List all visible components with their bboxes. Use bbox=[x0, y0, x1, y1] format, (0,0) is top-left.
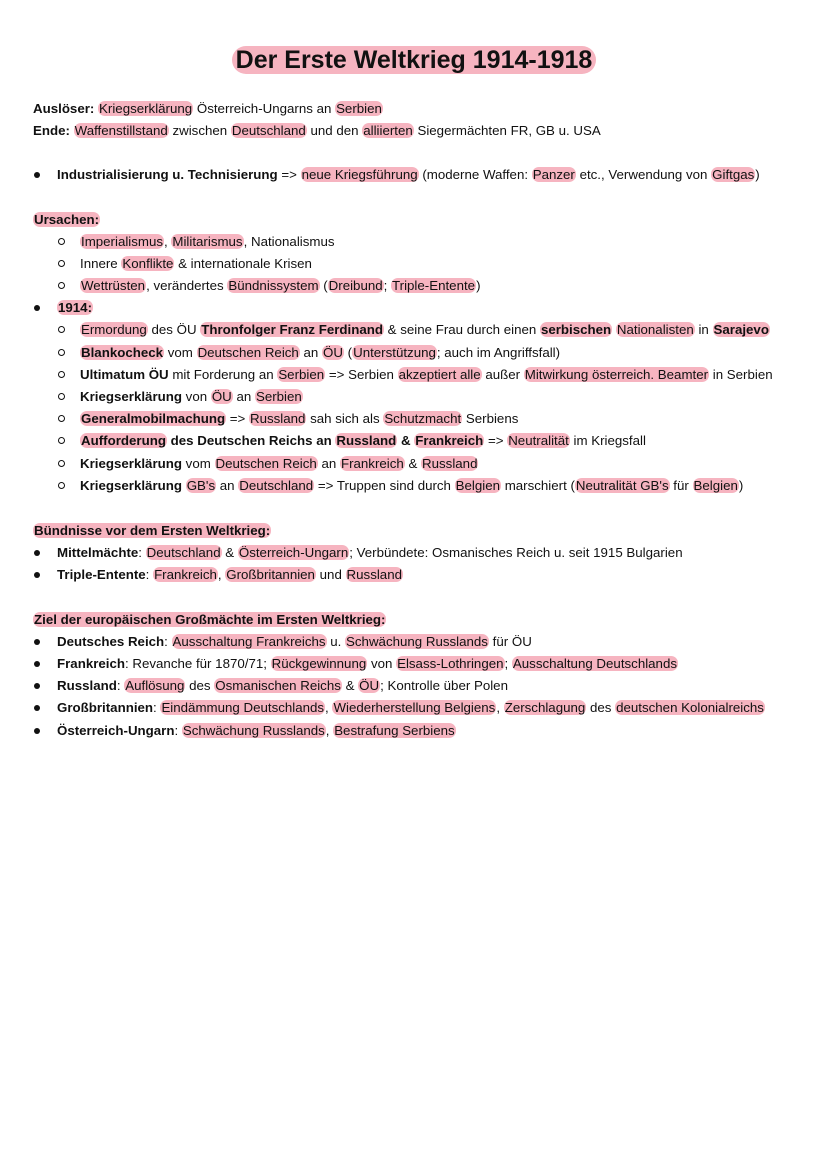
text-segment: und bbox=[315, 567, 346, 582]
bullet-dot-icon bbox=[34, 728, 40, 734]
note-list-item bbox=[80, 344, 560, 364]
highlighted-text: Ziel der europäischen Großmächte im Ersten Weltkrieg: bbox=[34, 612, 386, 627]
text-segment: : Revanche für 1870/71; bbox=[125, 656, 271, 671]
text-segment: Deutsches Reich bbox=[57, 634, 165, 649]
highlighted-text: Russland bbox=[250, 411, 306, 426]
highlighted-text: Schwächung Russlands bbox=[346, 634, 488, 649]
highlighted-text: Aufforderung bbox=[81, 433, 166, 448]
note-list-item bbox=[80, 477, 743, 497]
text-segment: & seine Frau durch einen bbox=[383, 322, 540, 337]
highlighted-text: Dreibund bbox=[328, 278, 383, 293]
text-segment: mit Forderung an bbox=[168, 367, 278, 382]
text-segment: Ende: bbox=[33, 123, 70, 138]
highlighted-text: GB's bbox=[186, 478, 216, 493]
highlighted-text: Russland bbox=[422, 456, 478, 471]
text-segment: & bbox=[397, 433, 415, 448]
text-segment: : bbox=[153, 700, 161, 715]
text-segment: an bbox=[299, 345, 323, 360]
text-segment: an bbox=[317, 456, 340, 471]
text-segment: Österreich-Ungarns an bbox=[193, 101, 336, 116]
highlighted-text: Bestrafung Serbiens bbox=[334, 723, 455, 738]
note-list-item bbox=[80, 233, 335, 253]
text-segment: (moderne Waffen: bbox=[418, 167, 532, 182]
text-segment: , Nationalismus bbox=[243, 234, 335, 249]
text-segment: des bbox=[586, 700, 616, 715]
text-segment: an bbox=[216, 478, 239, 493]
highlighted-text: Serbien bbox=[255, 389, 302, 404]
note-heading-line bbox=[33, 211, 100, 231]
highlighted-text: Frankreich bbox=[154, 567, 217, 582]
text-segment: Kriegserklärung bbox=[80, 478, 182, 493]
highlighted-text: Deutschland bbox=[239, 478, 314, 493]
text-segment: sah sich als bbox=[306, 411, 384, 426]
highlighted-text: Bündnissystem bbox=[228, 278, 319, 293]
text-segment: , bbox=[217, 567, 226, 582]
note-list-item bbox=[57, 677, 508, 697]
bullet-dot-icon bbox=[34, 305, 40, 311]
text-segment: ; bbox=[504, 656, 512, 671]
highlighted-text: Russland bbox=[346, 567, 402, 582]
highlighted-text: Belgien bbox=[455, 478, 501, 493]
highlighted-text: Wettrüsten bbox=[81, 278, 146, 293]
text-segment: ( bbox=[343, 345, 353, 360]
text-segment: Frankreich bbox=[57, 656, 125, 671]
highlighted-text: Militarismus bbox=[172, 234, 243, 249]
text-segment: , bbox=[325, 700, 333, 715]
highlighted-text: deutschen Kolonialreichs bbox=[616, 700, 764, 715]
note-list-item bbox=[80, 410, 518, 430]
text-segment: ; bbox=[383, 278, 392, 293]
text-segment: , bbox=[164, 234, 172, 249]
note-list-item bbox=[57, 699, 765, 719]
highlighted-text: Deutschland bbox=[231, 123, 306, 138]
text-segment: Russland bbox=[57, 678, 117, 693]
text-segment: Serbiens bbox=[462, 411, 519, 426]
note-list-item bbox=[57, 633, 532, 653]
highlighted-text: Kriegserklärung bbox=[99, 101, 193, 116]
highlighted-text: ÖU bbox=[211, 389, 232, 404]
highlighted-text: Ursachen: bbox=[34, 212, 100, 227]
note-list-item bbox=[57, 299, 93, 319]
note-list-item bbox=[80, 455, 478, 475]
bullet-circle-icon bbox=[58, 238, 65, 245]
highlighted-text: Generalmobilmachung bbox=[81, 411, 226, 426]
text-segment: des Deutschen Reichs an bbox=[166, 433, 336, 448]
highlighted-text: Nationalisten bbox=[616, 322, 694, 337]
highlighted-text: Deutschen Reich bbox=[197, 345, 299, 360]
text-segment: => bbox=[277, 167, 301, 182]
highlighted-text: Belgien bbox=[693, 478, 738, 493]
text-segment: => bbox=[484, 433, 508, 448]
highlighted-text: akzeptiert alle bbox=[398, 367, 481, 382]
highlighted-text: Elsass-Lothringen bbox=[397, 656, 504, 671]
text-segment: in bbox=[694, 322, 713, 337]
highlighted-text: Großbritannien bbox=[226, 567, 315, 582]
highlighted-text: Serbien bbox=[278, 367, 325, 382]
text-segment: des bbox=[185, 678, 215, 693]
highlighted-text: Neutralität GB's bbox=[575, 478, 669, 493]
text-segment: & bbox=[404, 456, 422, 471]
text-segment: Großbritannien bbox=[57, 700, 154, 715]
note-list-item bbox=[80, 277, 481, 297]
highlighted-text: Eindämmung Deutschlands bbox=[161, 700, 325, 715]
bullet-circle-icon bbox=[58, 349, 65, 356]
highlighted-text: Unterstützung bbox=[353, 345, 436, 360]
text-segment: zwischen bbox=[168, 123, 231, 138]
text-segment: ( bbox=[319, 278, 328, 293]
text-segment: & bbox=[341, 678, 359, 693]
text-segment: u. bbox=[326, 634, 346, 649]
text-segment: Siegermächten FR, GB u. USA bbox=[413, 123, 601, 138]
text-segment: Auslöser: bbox=[33, 101, 95, 116]
note-list-item bbox=[80, 388, 303, 408]
highlighted-text: Serbien bbox=[336, 101, 382, 116]
text-segment: => Truppen sind durch bbox=[314, 478, 455, 493]
highlighted-text: Sarajevo bbox=[713, 322, 769, 337]
text-segment: : bbox=[164, 634, 172, 649]
text-segment: Triple-Entente bbox=[57, 567, 146, 582]
text-segment: Ultimatum ÖU bbox=[80, 367, 169, 382]
text-segment: Kriegserklärung bbox=[80, 389, 182, 404]
highlighted-text: Neutralität bbox=[508, 433, 569, 448]
bullet-dot-icon bbox=[34, 705, 40, 711]
highlighted-text: Auflösung bbox=[125, 678, 185, 693]
title-highlight: Der Erste Weltkrieg 1914-1918 bbox=[232, 46, 597, 74]
note-list-item bbox=[57, 655, 678, 675]
page-title bbox=[0, 42, 828, 78]
text-segment: vom bbox=[164, 345, 197, 360]
bullet-circle-icon bbox=[58, 282, 65, 289]
note-heading-line bbox=[33, 100, 383, 120]
text-segment: ) bbox=[755, 167, 760, 182]
highlighted-text: Zerschlagung bbox=[504, 700, 586, 715]
text-segment: in Serbien bbox=[709, 367, 773, 382]
text-segment: für bbox=[669, 478, 693, 493]
text-segment: & internationale Krisen bbox=[174, 256, 312, 271]
highlighted-text: Ausschaltung Frankreichs bbox=[172, 634, 326, 649]
text-segment: => bbox=[226, 411, 249, 426]
highlighted-text: Rückgewinnung bbox=[271, 656, 367, 671]
text-segment: Innere bbox=[80, 256, 122, 271]
highlighted-text: Konflikte bbox=[122, 256, 174, 271]
highlighted-text: Mitwirkung österreich. Beamter bbox=[524, 367, 709, 382]
note-list-item bbox=[57, 722, 456, 742]
text-segment: und den bbox=[306, 123, 363, 138]
bullet-dot-icon bbox=[34, 661, 40, 667]
highlighted-text: Osmanischen Reichs bbox=[215, 678, 341, 693]
note-heading-line bbox=[33, 522, 271, 542]
text-segment: : bbox=[174, 723, 182, 738]
bullet-circle-icon bbox=[58, 482, 65, 489]
highlighted-text: Waffenstillstand bbox=[74, 123, 168, 138]
text-segment: von bbox=[367, 656, 397, 671]
text-segment: , bbox=[496, 700, 504, 715]
bullet-circle-icon bbox=[58, 460, 65, 467]
highlighted-text: Wiederherstellung Belgiens bbox=[333, 700, 496, 715]
highlighted-text: Russland bbox=[336, 433, 397, 448]
bullet-circle-icon bbox=[58, 393, 65, 400]
text-segment: , bbox=[325, 723, 334, 738]
highlighted-text: Deutschland bbox=[146, 545, 221, 560]
text-segment: Mittelmächte bbox=[57, 545, 139, 560]
highlighted-text: Triple-Entente bbox=[392, 278, 476, 293]
highlighted-text: Thronfolger Franz Ferdinand bbox=[201, 322, 383, 337]
highlighted-text: alliierten bbox=[363, 123, 413, 138]
highlighted-text: Deutschen Reich bbox=[215, 456, 317, 471]
text-segment: : bbox=[145, 567, 154, 582]
highlighted-text: 1914: bbox=[58, 300, 93, 315]
note-list-item bbox=[57, 166, 760, 186]
text-segment: marschiert ( bbox=[501, 478, 575, 493]
text-segment: Österreich-Ungarn bbox=[57, 723, 175, 738]
text-segment: etc., Verwendung von bbox=[575, 167, 712, 182]
note-list-item bbox=[57, 544, 683, 564]
highlighted-text: Blankocheck bbox=[81, 345, 164, 360]
note-list-item bbox=[80, 432, 646, 452]
text-segment: : bbox=[138, 545, 146, 560]
bullet-dot-icon bbox=[34, 572, 40, 578]
highlighted-text: ÖU bbox=[359, 678, 380, 693]
bullet-circle-icon bbox=[58, 437, 65, 444]
bullet-circle-icon bbox=[58, 260, 65, 267]
text-segment: an bbox=[232, 389, 255, 404]
note-heading-line bbox=[33, 122, 601, 142]
text-segment: : bbox=[116, 678, 125, 693]
text-segment: des ÖU bbox=[147, 322, 201, 337]
text-segment: für ÖU bbox=[488, 634, 532, 649]
text-segment: im Kriegsfall bbox=[569, 433, 646, 448]
text-segment: ) bbox=[738, 478, 744, 493]
highlighted-text: Schutzmacht bbox=[384, 411, 462, 426]
text-segment: von bbox=[181, 389, 211, 404]
highlighted-text: serbischen bbox=[540, 322, 612, 337]
bullet-dot-icon bbox=[34, 550, 40, 556]
highlighted-text: Panzer bbox=[532, 167, 575, 182]
text-segment: ; Kontrolle über Polen bbox=[380, 678, 508, 693]
highlighted-text: Bündnisse vor dem Ersten Weltkrieg: bbox=[34, 523, 271, 538]
note-list-item bbox=[80, 366, 773, 386]
highlighted-text: Frankreich bbox=[415, 433, 484, 448]
highlighted-text: Ermordung bbox=[81, 322, 147, 337]
highlighted-text: Giftgas bbox=[712, 167, 755, 182]
note-list-item bbox=[80, 255, 312, 275]
text-segment: Kriegserklärung bbox=[80, 456, 182, 471]
highlighted-text: neue Kriegsführung bbox=[301, 167, 418, 182]
bullet-dot-icon bbox=[34, 639, 40, 645]
text-segment: => Serbien bbox=[325, 367, 398, 382]
highlighted-text: Österreich-Ungarn bbox=[238, 545, 349, 560]
text-segment: , verändertes bbox=[146, 278, 228, 293]
text-segment: Industrialisierung u. Technisierung bbox=[57, 167, 278, 182]
text-segment: ; auch im Angriffsfall) bbox=[436, 345, 561, 360]
highlighted-text: ÖU bbox=[323, 345, 343, 360]
highlighted-text: Imperialismus bbox=[81, 234, 164, 249]
note-list-item bbox=[80, 321, 770, 341]
bullet-circle-icon bbox=[58, 371, 65, 378]
note-list-item bbox=[57, 566, 403, 586]
bullet-circle-icon bbox=[58, 415, 65, 422]
text-segment: ) bbox=[476, 278, 481, 293]
bullet-circle-icon bbox=[58, 326, 65, 333]
text-segment: vom bbox=[181, 456, 215, 471]
note-heading-line bbox=[33, 611, 386, 631]
text-segment: & bbox=[221, 545, 238, 560]
highlighted-text: Schwächung Russlands bbox=[182, 723, 325, 738]
text-segment: außer bbox=[481, 367, 524, 382]
highlighted-text: Frankreich bbox=[340, 456, 404, 471]
highlighted-text: Ausschaltung Deutschlands bbox=[512, 656, 678, 671]
bullet-dot-icon bbox=[34, 683, 40, 689]
bullet-dot-icon bbox=[34, 172, 40, 178]
text-segment: ; Verbündete: Osmanisches Reich u. seit 1915 Bulgarien bbox=[349, 545, 683, 560]
